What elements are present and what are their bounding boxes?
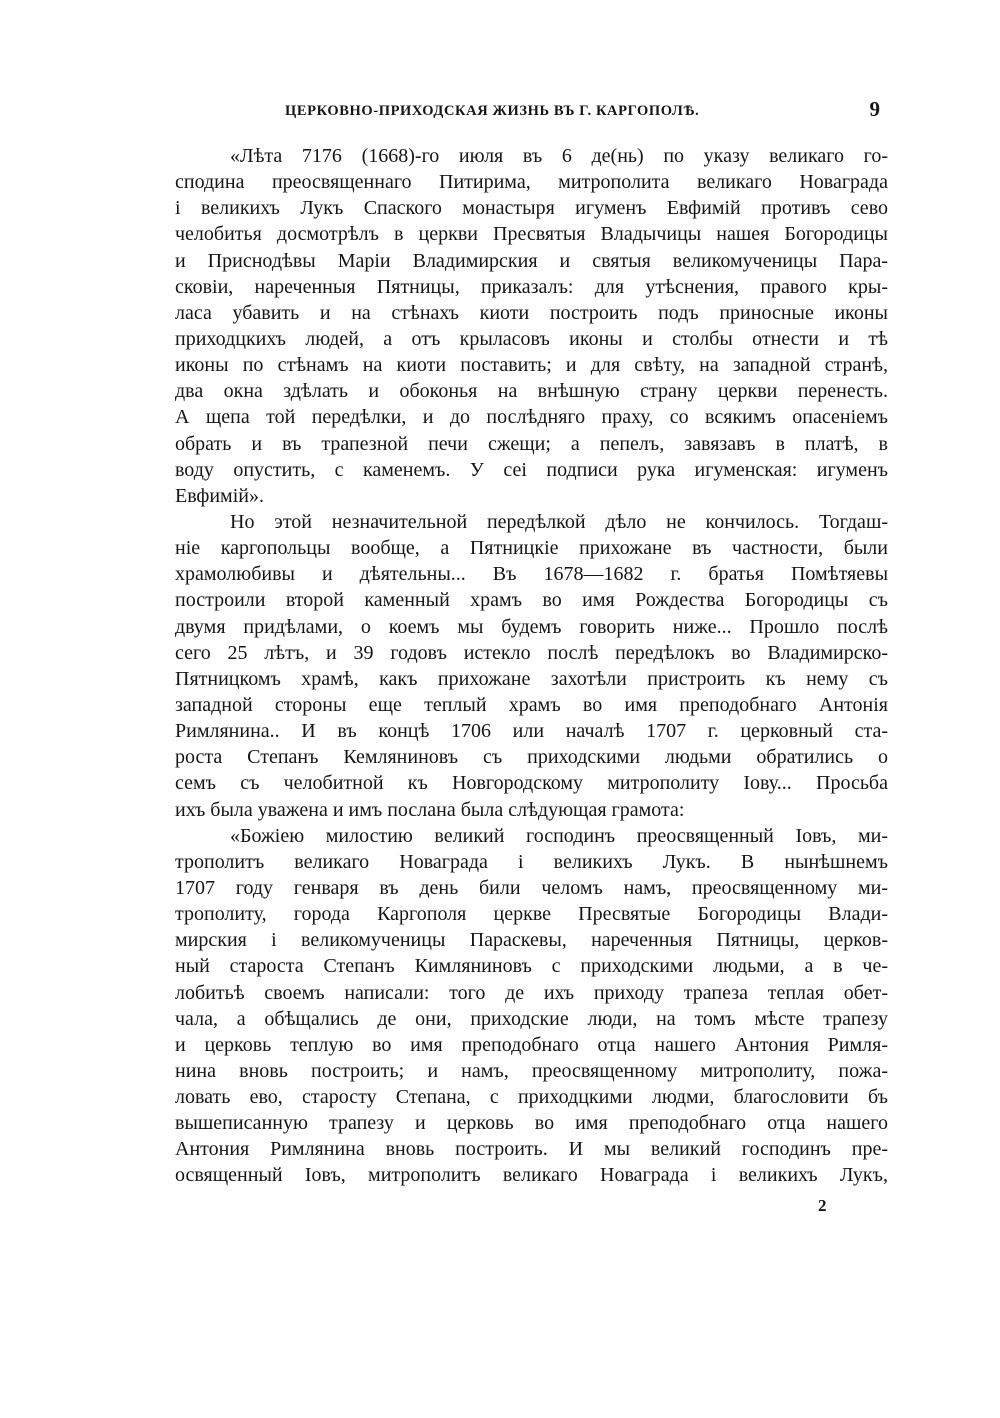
signature-mark: 2 (818, 1196, 827, 1215)
text-line: обрать и въ трапезной печи сжещи; а пепелъ, завязавъ в платѣ, в (175, 432, 888, 455)
page-number: 9 (869, 97, 880, 121)
text-line: трополитъ великаго Новаграда і великихъ Лукъ. В нынѣшнемъ (175, 850, 888, 873)
text-line: Римлянина.. И въ концѣ 1706 или началѣ 1707 г. церковный ста- (175, 720, 888, 743)
text-line: ласа убавить и на стѣнахъ киоти построить подъ приносные иконы (175, 301, 888, 324)
running-head (175, 97, 888, 125)
text-line: чала, а обѣщались де они, приходские люди, на томъ мѣсте трапезу (175, 1007, 888, 1030)
text-line: трополиту, города Каргополя церкве Пресвятые Богородицы Влади- (175, 903, 888, 926)
text-line: Но этой незначительной передѣлкой дѣло не кончилось. Тогдаш- (230, 510, 888, 533)
text-line: иконы по стѣнамъ на киоти поставить; и для свѣту, на западной странѣ, (175, 354, 888, 377)
text-line: нина вновь построить; и намъ, преосвященному митрополиту, пожа- (175, 1059, 888, 1082)
text-line: воду опустить, с каменемъ. У сеі подписи рука игуменская: игуменъ (175, 458, 888, 481)
text-line: вышеписанную трапезу и церковь во имя преподобнаго отца нашего (175, 1112, 888, 1135)
text-line: и Приснодѣвы Маріи Владимирския и святыя великомученицы Пара- (175, 249, 888, 272)
text-line: мирския і великомученицы Параскевы, нареченныя Пятницы, церков- (175, 929, 888, 952)
text-line: приходцкихъ людей, а отъ крыласовъ иконы и столбы отнести и тѣ (175, 327, 888, 350)
text-line: сковіи, нареченныя Пятницы, приказалъ: для утѣснения, правого кры- (175, 275, 888, 298)
text-line: лобитьѣ своемъ написали: того де ихъ приходу трапеза теплая обет- (175, 981, 888, 1004)
page-body (175, 143, 888, 1189)
text-line: два окна здѣлать и обоконья на внѣшную страну церкви перенесть. (175, 380, 888, 403)
text-line: і великихъ Лукъ Спаского монастыря игуменъ Евфимій противъ сево (175, 197, 888, 220)
text-line: 1707 году генваря въ день били челомъ намъ, преосвященному ми- (175, 876, 888, 899)
text-line: освященный Іовъ, митрополитъ великаго Новаграда і великихъ Лукъ, (175, 1164, 888, 1187)
text-line: двумя придѣлами, о коемъ мы будемъ говорить ниже... Прошло послѣ (175, 615, 888, 638)
text-line: ніе каргопольцы вообще, а Пятницкіе прихожане въ частности, были (175, 537, 888, 560)
text-line: «Лѣта 7176 (1668)-го июля въ 6 де(нь) по указу великаго го- (230, 145, 888, 167)
text-line: построили второй каменный храмъ во имя Рождества Богородицы съ (175, 589, 888, 612)
text-line: Антония Римлянина вновь построить. И мы великий господинъ пре- (175, 1138, 888, 1161)
text-line: Евфимій». (175, 484, 264, 507)
text-line: сподина преосвященнаго Питирима, митрополита великаго Новаграда (175, 171, 888, 194)
text-line: Пятницкомъ храмѣ, какъ прихожане захотѣли пристроить къ нему съ (175, 667, 888, 690)
text-line: храмолюбивы и дѣятельны... Въ 1678—1682 г. братья Помѣтяевы (175, 563, 888, 586)
text-line: челобитья досмотрѣлъ в церкви Пресвятыя Владычицы нашея Богородицы (175, 223, 888, 246)
text-line: ловать ево, старосту Степана, с приходцкими людми, благословити бъ (175, 1086, 888, 1109)
text-line: семъ съ челобитной къ Новгородскому митрополиту Іову... Просьба (175, 772, 888, 795)
text-line: А щепа той передѣлки, и до послѣдняго праху, со всякимъ опасеніемъ (175, 406, 888, 429)
text-line: сего 25 лѣтъ, и 39 годовъ истекло послѣ передѣлокъ во Владимирско- (175, 641, 888, 664)
text-line: и церковь теплую во имя преподобнаго отца нашего Антония Римля- (175, 1033, 888, 1056)
text-line: «Божіею милостию великий господинъ преосвященный Іовъ, ми- (230, 824, 888, 847)
paragraph (175, 509, 888, 823)
running-title: ЦЕРКОВНО-ПРИХОДСКАЯ ЖИЗНЬ ВЪ Г. КАРГОПОЛѢ. (285, 103, 700, 119)
paragraph (175, 143, 888, 509)
text-line: ихъ была уважена и имъ послана была слѣдующая грамота: (175, 798, 685, 821)
text-line: ный староста Степанъ Кимляниновъ с приходскими людьми, а в че- (175, 955, 888, 978)
text-line: роста Степанъ Кемляниновъ съ приходскими людьми обратились о (175, 746, 888, 769)
paragraph (175, 823, 888, 1189)
text-line: западной стороны еще теплый храмъ во имя преподобнаго Антонія (175, 693, 888, 716)
